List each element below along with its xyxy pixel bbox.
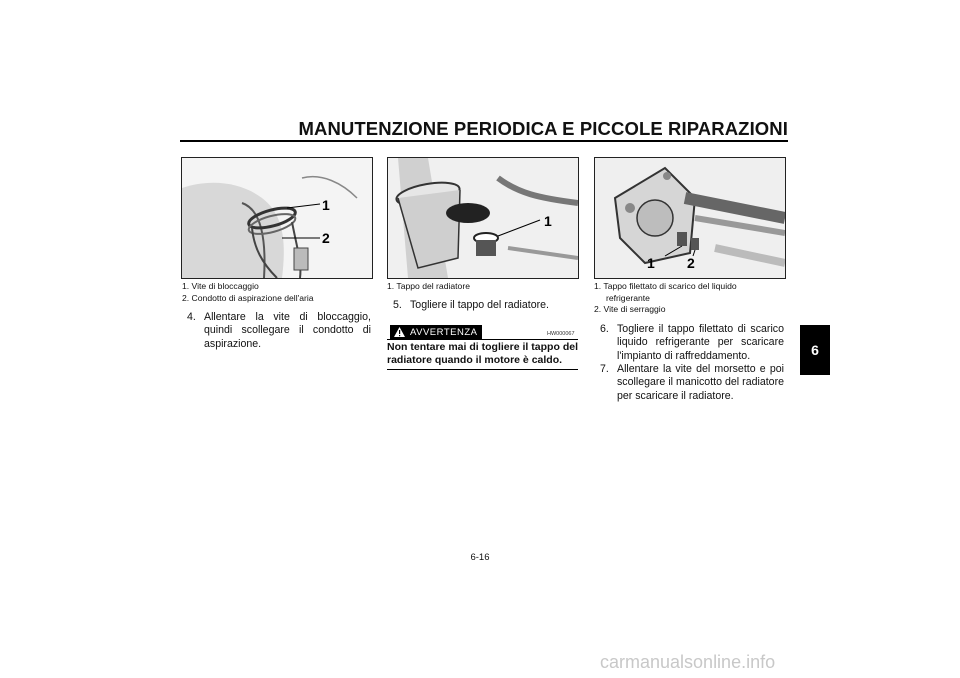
photo-label-2: 2 [322, 230, 330, 246]
warning-code: HW000067 [547, 331, 575, 337]
caption-item: 2. Vite di serraggio [594, 304, 666, 314]
step-4 [187, 311, 371, 351]
caption-item: 1. Vite di bloccaggio [182, 281, 259, 291]
step-text: Allentare la vite del morsetto e poi scollegare il manicotto del radiatore per scaricare il radiatore. [617, 363, 784, 402]
caption-list-2 [387, 281, 577, 293]
caption-list-3 [594, 281, 784, 316]
chapter-tab: 6 [800, 325, 830, 375]
step-7 [600, 363, 784, 403]
photo-label-1: 1 [544, 213, 552, 229]
photo-label-1: 1 [322, 197, 330, 213]
photo-label-2: 2 [687, 255, 695, 271]
photo-radiator-cap [387, 157, 579, 279]
step-text: Togliere il tappo del radiatore. [410, 299, 549, 311]
step-number: 6. [600, 323, 609, 335]
photo-air-intake [181, 157, 373, 279]
watermark[interactable]: carmanualsonline.info [600, 652, 776, 672]
air-intake-illustration [182, 158, 372, 278]
warning-label: AVVERTENZA [410, 326, 478, 338]
warning-icon [394, 327, 405, 337]
caption-item-continued: refrigerante [606, 292, 650, 303]
page-number: 6-16 [470, 552, 490, 563]
step-5 [393, 299, 577, 312]
drain-bolt-illustration [595, 158, 785, 278]
radiator-cap-illustration [388, 158, 578, 278]
step-text: Allentare la vite di bloccaggio, quindi scollegare il condotto di aspirazione. [204, 311, 371, 350]
step-text: Togliere il tappo filettato di scarico liquido refrigerante per scaricare l'impianto di raffreddamento. [617, 323, 784, 362]
caption-list-1 [182, 281, 372, 304]
caption-item: 1. Tappo del radiatore [387, 281, 470, 291]
warning-badge [390, 325, 482, 339]
step-number: 4. [187, 311, 196, 323]
photo-drain-bolt [594, 157, 786, 279]
caption-item: 2. Condotto di aspirazione dell'aria [182, 292, 314, 303]
photo-label-1: 1 [647, 255, 655, 271]
step-6 [600, 323, 784, 363]
caption-item: 1. Tappo filettato di scarico del liquido [594, 281, 737, 291]
step-number: 7. [600, 363, 609, 375]
warning-text: Non tentare mai di togliere il tappo del radiatore quando il motore è caldo. [387, 341, 578, 367]
step-number: 5. [393, 299, 402, 311]
warning-top-rule [387, 339, 578, 340]
warning-bottom-rule [387, 369, 578, 370]
title-rule [180, 140, 788, 142]
page-title: MANUTENZIONE PERIODICA E PICCOLE RIPARAZIONI [298, 118, 788, 139]
